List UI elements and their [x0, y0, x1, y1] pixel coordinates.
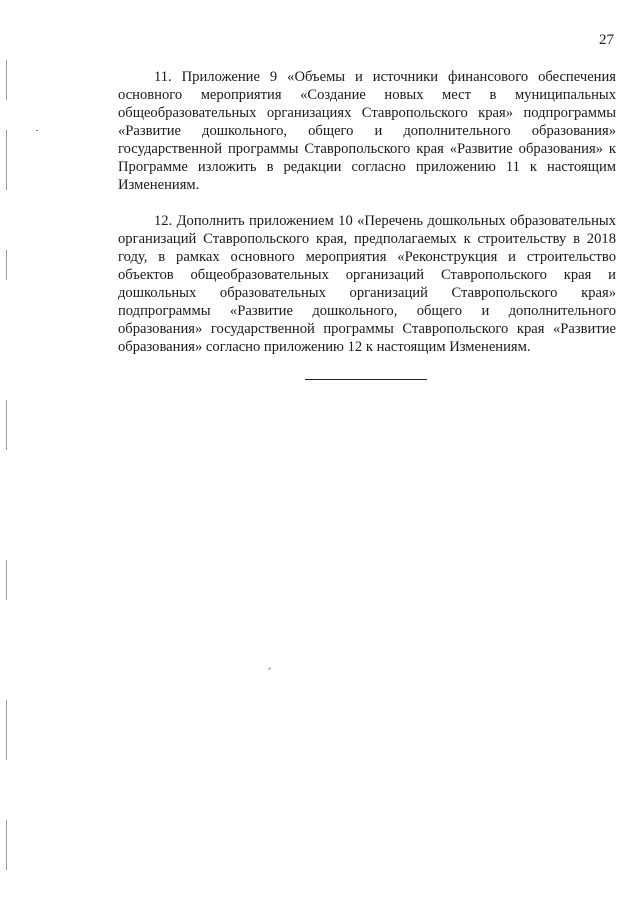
scan-mark — [6, 820, 7, 870]
paragraph-11: 11. Приложение 9 «Объемы и источники финансового обеспечения основного мероприятия «Создание новых мест в муниципальных общеобразовательных организациях Ставропольского края» подпрограммы «Развитие дошкольного, общего и дополнительного образования» государственной программы Ставропольского края «Развитие образования» к Программе изложить в редакции согласно приложению 11 к настоящим Изменениям. — [118, 69, 616, 193]
scan-speck — [268, 667, 271, 669]
scan-mark — [6, 560, 7, 600]
scan-mark — [6, 130, 7, 190]
scan-mark — [6, 60, 7, 100]
scan-mark — [6, 400, 7, 450]
end-of-text-divider — [305, 379, 427, 380]
paragraph-12: 12. Дополнить приложением 10 «Перечень дошкольных образовательных организаций Ставропольского края, предполагаемых к строительству в 2018 году, в рамках основного мероприятия «Реконструкция и строительство объектов общеобразовательных организаций Ставропольского края и дошкольных образовательных организаций Ставропольского края» подпрограммы «Развитие дошкольного, общего и дополнительного образования» государственной программы Ставропольского края «Развитие образования» согласно приложению 12 к настоящим Изменениям. — [118, 213, 616, 355]
document-body — [118, 68, 616, 356]
page-number: 27 — [599, 32, 614, 48]
scan-mark — [6, 250, 7, 280]
scan-speck — [36, 130, 38, 131]
scan-mark — [6, 700, 7, 760]
